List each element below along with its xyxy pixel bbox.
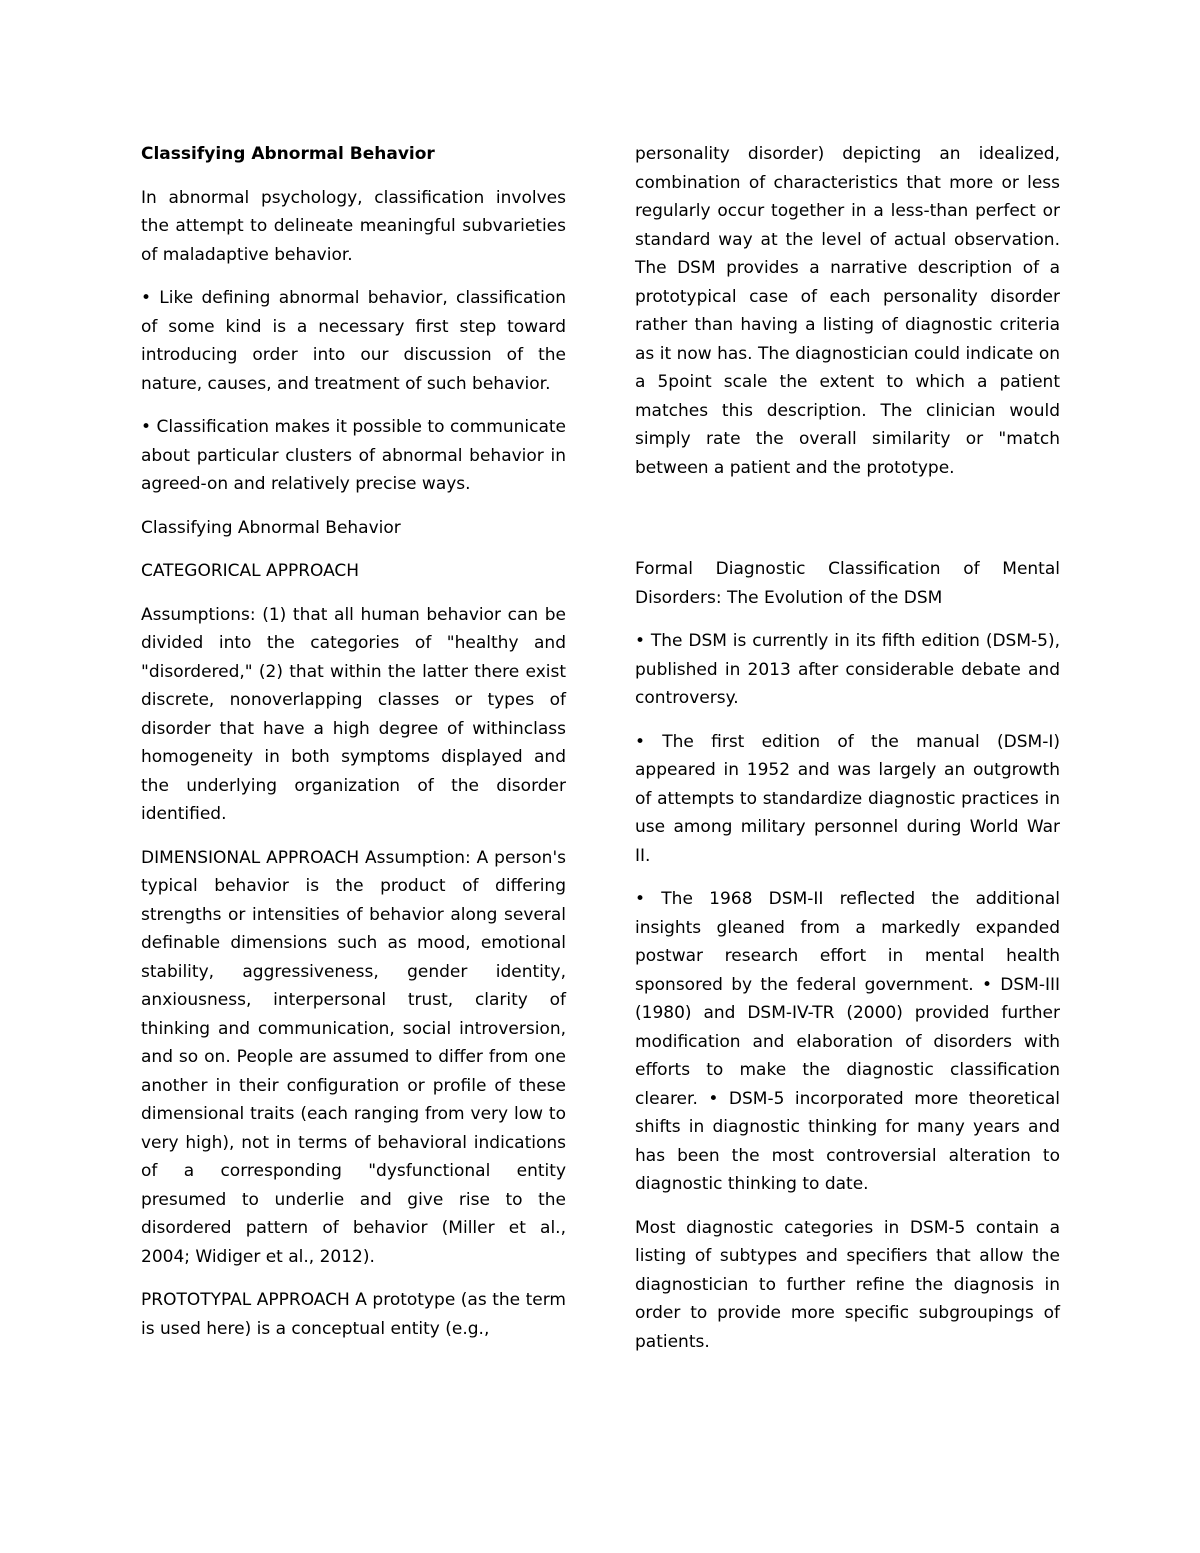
- document-title: Classifying Abnormal Behavior: [141, 144, 435, 164]
- intro-paragraph: In abnormal psychology, classification involves the attempt to delineate meaningful subvarieties of maladaptive behavior.: [141, 187, 566, 265]
- bullet-paragraph-2: • Classification makes it possible to communicate about particular clusters of abnormal behavior in agreed-on and relatively precise ways.: [141, 417, 566, 494]
- dsm-bullet-1: • The DSM is currently in its fifth edition (DSM-5), published in 2013 after considerable debate and controversy.: [635, 631, 1060, 708]
- prototypal-paragraph: PROTOTYPAL APPROACH A prototype (as the term is used here) is a conceptual entity (e.g.,: [141, 1290, 566, 1339]
- categorical-heading: CATEGORICAL APPROACH: [141, 561, 360, 581]
- dsm-bullet-2: • The first edition of the manual (DSM-I) appeared in 1952 and was largely an outgrowth of attempts to standardize diagnostic practices in use among military personnel during World War II.: [635, 731, 1060, 866]
- section-subtitle: Classifying Abnormal Behavior: [141, 517, 401, 538]
- prototypal-continued-paragraph: personality disorder) depicting an idealized, combination of characteristics that more or less regularly occur together in a less-than perfect or standard way at the level of actual observation. The DSM provides a narrative description of a prototypical case of each personality disorder rather than having a listing of diagnostic criteria as it now has. The diagnostician could indicate on a 5point scale the extent to which a patient matches this description. The clinician would simply rate the overall similarity or "match between a patient and the prototype.: [635, 144, 1060, 478]
- left-column: [141, 140, 566, 1358]
- categorical-paragraph: Assumptions: (1) that all human behavior can be divided into the categories of "healthy and "disordered," (2) that within the latter there exist discrete, nonoverlapping classes or types of disorder that have a high degree of withinclass homogeneity in both symptoms displayed and the underlying organization of the disorder identified.: [141, 604, 566, 824]
- dimensional-paragraph: DIMENSIONAL APPROACH Assumption: A person's typical behavior is the product of differing strengths or intensities of behavior along several definable dimensions such as mood, emotional stability, aggressiveness, gender identity, anxiousness, interpersonal trust, clarity of thinking and communication, social introversion, and so on. People are assumed to differ from one another in their configuration or profile of these dimensional traits (each ranging from very low to very high), not in terms of behavioral indications of a corresponding "dysfunctional entity presumed to underlie and give rise to the disordered pattern of behavior (Miller et al., 2004; Widiger et al., 2012).: [141, 847, 566, 1267]
- dsm-bullet-3: • The 1968 DSM-II reflected the additional insights gleaned from a markedly expanded postwar research effort in mental health sponsored by the federal government. • DSM-III (1980) and DSM-IV-TR (2000) provided further modification and elaboration of disorders with efforts to make the diagnostic classification clearer. • DSM-5 incorporated more theoretical shifts in diagnostic thinking for many years and has been the most controversial alteration to diagnostic thinking to date.: [635, 889, 1060, 1194]
- column-spacer: [635, 497, 1060, 555]
- subtypes-paragraph: Most diagnostic categories in DSM-5 contain a listing of subtypes and specifiers that allow the diagnostician to further refine the diagnosis in order to provide more specific subgroupings of patients.: [635, 1217, 1060, 1352]
- dsm-heading: Formal Diagnostic Classification of Mental Disorders: The Evolution of the DSM: [635, 559, 1060, 608]
- bullet-paragraph-1: • Like defining abnormal behavior, classification of some kind is a necessary first step toward introducing order into our discussion of the nature, causes, and treatment of such behavior.: [141, 288, 566, 394]
- right-column: [635, 140, 1060, 1371]
